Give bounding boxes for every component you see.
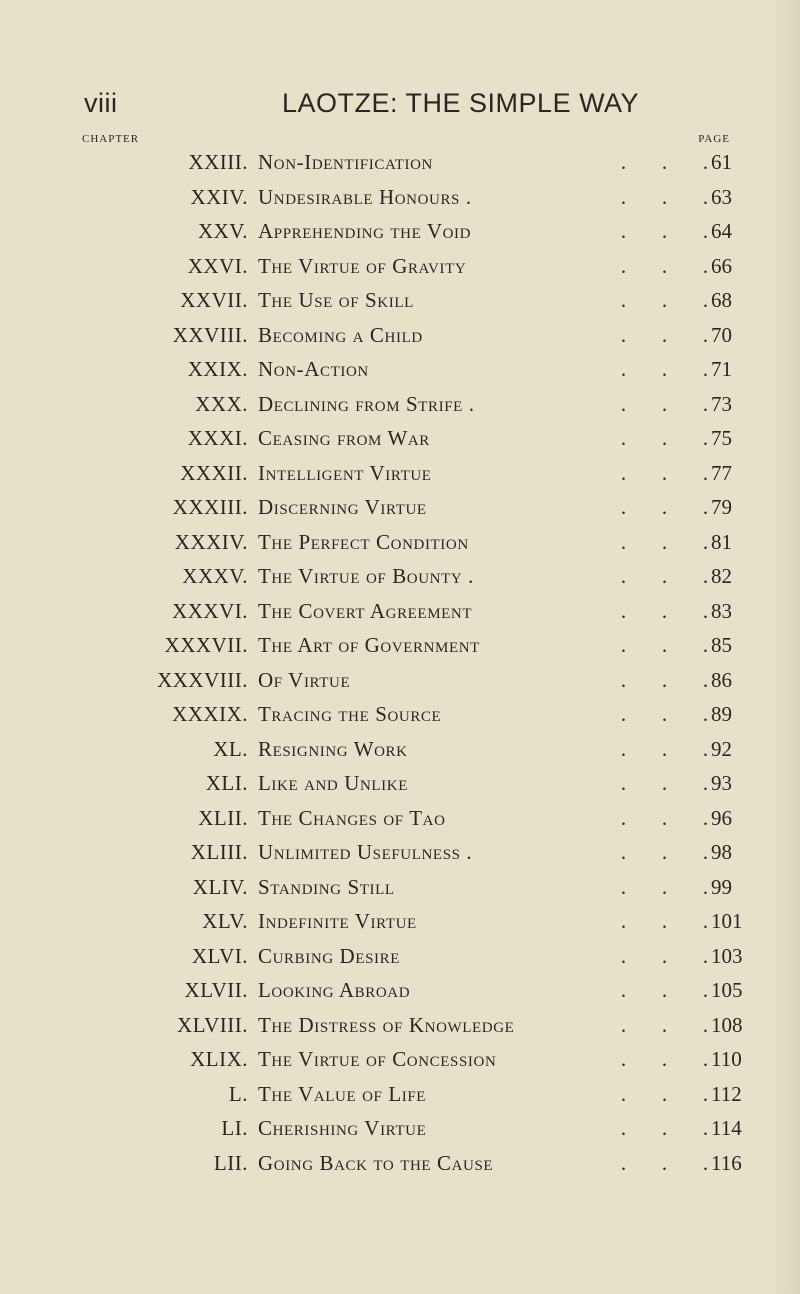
toc-entry bbox=[0, 146, 800, 181]
chapter-number: XLIV. bbox=[192, 874, 248, 899]
chapter-title: Non-Action bbox=[258, 357, 369, 381]
chapter-number: XLVIII. bbox=[177, 1012, 248, 1037]
page-number: 108 bbox=[711, 1012, 743, 1037]
dot-leader: . . . bbox=[620, 598, 709, 623]
toc-entry bbox=[0, 664, 800, 699]
toc-entry bbox=[0, 457, 800, 492]
chapter-number: XXXIII. bbox=[172, 495, 248, 519]
table-of-contents bbox=[0, 146, 800, 1181]
dot-leader: . . . bbox=[620, 736, 709, 761]
page-number: 103 bbox=[711, 943, 743, 968]
dot-leader: . . . bbox=[620, 840, 709, 864]
page-number: 98 bbox=[711, 840, 732, 864]
dot-leader: . . . bbox=[620, 667, 709, 692]
page-number: 96 bbox=[711, 805, 732, 830]
toc-entry bbox=[0, 1147, 800, 1182]
running-title: LAOTZE: THE SIMPLE WAY bbox=[282, 88, 640, 118]
toc-entry bbox=[0, 319, 800, 354]
page-number: 114 bbox=[711, 1116, 742, 1140]
chapter-number: XLVI. bbox=[192, 943, 248, 968]
dot-leader: . . . bbox=[620, 874, 709, 899]
page-folio: viii bbox=[84, 88, 118, 118]
chapter-title: The Covert Agreement bbox=[258, 598, 473, 623]
chapter-title: Undesirable Honours . bbox=[258, 184, 472, 209]
dot-leader: . . . bbox=[620, 943, 709, 968]
chapter-number: XLIII. bbox=[190, 840, 248, 864]
toc-entry bbox=[0, 353, 800, 388]
chapter-number: XXVI. bbox=[187, 253, 248, 278]
chapter-title: The Virtue of Gravity bbox=[258, 253, 467, 278]
page-number: 68 bbox=[711, 288, 732, 312]
dot-leader: . . . bbox=[620, 564, 709, 588]
chapter-number: XXXII. bbox=[180, 460, 248, 485]
dot-leader: . . . bbox=[620, 633, 709, 657]
dot-leader: . . . bbox=[620, 909, 709, 933]
toc-entry bbox=[0, 871, 800, 906]
chapter-number: XLV. bbox=[202, 909, 248, 933]
dot-leader: . . . bbox=[620, 702, 709, 726]
page-number: 85 bbox=[711, 633, 732, 657]
chapter-title: Like and Unlike bbox=[258, 771, 408, 795]
chapter-title: Going Back to the Cause bbox=[258, 1150, 494, 1175]
toc-entry bbox=[0, 1009, 800, 1044]
dot-leader: . . . bbox=[620, 460, 709, 485]
chapter-number: XXVII. bbox=[180, 288, 248, 312]
chapter-number: XXVIII. bbox=[172, 322, 248, 347]
dot-leader: . . . bbox=[620, 529, 709, 554]
chapter-number: XXX. bbox=[195, 391, 248, 416]
page-number: 110 bbox=[711, 1047, 742, 1071]
dot-leader: . . . bbox=[620, 495, 709, 519]
chapter-number: XL. bbox=[213, 736, 248, 761]
dot-leader: . . . bbox=[620, 1116, 709, 1140]
page-number: 92 bbox=[711, 736, 732, 761]
chapter-title: The Art of Government bbox=[258, 633, 480, 657]
chapter-number: XXIII. bbox=[188, 150, 248, 174]
toc-entry bbox=[0, 698, 800, 733]
toc-entry bbox=[0, 560, 800, 595]
page-number: 83 bbox=[711, 598, 732, 623]
chapter-number: XXXVII. bbox=[164, 633, 248, 657]
chapter-title: Indefinite Virtue bbox=[258, 909, 417, 933]
page-number: 61 bbox=[711, 150, 732, 174]
chapter-number: XLI. bbox=[205, 771, 248, 795]
page-number: 79 bbox=[711, 495, 732, 519]
page-number: 64 bbox=[711, 219, 732, 243]
chapter-title: Apprehending the Void bbox=[258, 219, 472, 243]
dot-leader: . . . bbox=[620, 1081, 709, 1106]
toc-entry bbox=[0, 422, 800, 457]
toc-entry bbox=[0, 629, 800, 664]
chapter-title: Ceasing from War bbox=[258, 426, 430, 450]
page-number: 86 bbox=[711, 667, 732, 692]
chapter-title: The Value of Life bbox=[258, 1081, 427, 1106]
dot-leader: . . . bbox=[620, 1047, 709, 1071]
chapter-title: Non-Identification bbox=[258, 150, 433, 174]
chapter-number: XXXVI. bbox=[172, 598, 248, 623]
chapter-number: XXXV. bbox=[182, 564, 248, 588]
dot-leader: . . . bbox=[620, 219, 709, 243]
dot-leader: . . . bbox=[620, 322, 709, 347]
chapter-title: Looking Abroad bbox=[258, 978, 411, 1002]
dot-leader: . . . bbox=[620, 1150, 709, 1175]
chapter-number: XXXI. bbox=[187, 426, 248, 450]
toc-entry bbox=[0, 1112, 800, 1147]
toc-entry bbox=[0, 733, 800, 768]
dot-leader: . . . bbox=[620, 426, 709, 450]
page-number: 71 bbox=[711, 357, 732, 381]
page-number: 81 bbox=[711, 529, 732, 554]
page-number: 101 bbox=[711, 909, 743, 933]
chapter-number: XXXIV. bbox=[174, 529, 248, 554]
dot-leader: . . . bbox=[620, 805, 709, 830]
chapter-number: XXXVIII. bbox=[157, 667, 248, 692]
page-number: 66 bbox=[711, 253, 732, 278]
page-number: 89 bbox=[711, 702, 732, 726]
chapter-number: XXXIX. bbox=[172, 702, 248, 726]
dot-leader: . . . bbox=[620, 1012, 709, 1037]
page-column-label: PAGE bbox=[698, 133, 730, 145]
toc-entry bbox=[0, 215, 800, 250]
page-number: 82 bbox=[711, 564, 732, 588]
chapter-title: Tracing the Source bbox=[258, 702, 442, 726]
chapter-title: The Distress of Knowledge bbox=[258, 1012, 515, 1037]
dot-leader: . . . bbox=[620, 978, 709, 1002]
chapter-title: Curbing Desire bbox=[258, 943, 400, 968]
dot-leader: . . . bbox=[620, 150, 709, 174]
toc-entry bbox=[0, 974, 800, 1009]
page-number: 73 bbox=[711, 391, 732, 416]
chapter-title: Unlimited Usefulness . bbox=[258, 840, 473, 864]
chapter-number: XXIX. bbox=[187, 357, 248, 381]
toc-entry bbox=[0, 940, 800, 975]
page-number: 75 bbox=[711, 426, 732, 450]
page-number: 116 bbox=[711, 1150, 742, 1175]
chapter-title: The Use of Skill bbox=[258, 288, 414, 312]
chapter-title: Standing Still bbox=[258, 874, 395, 899]
dot-leader: . . . bbox=[620, 253, 709, 278]
chapter-title: Resigning Work bbox=[258, 736, 408, 761]
chapter-title: Declining from Strife . bbox=[258, 391, 475, 416]
chapter-title: Discerning Virtue bbox=[258, 495, 427, 519]
toc-entry bbox=[0, 905, 800, 940]
chapter-title: The Virtue of Concession bbox=[258, 1047, 497, 1071]
page-number: 112 bbox=[711, 1081, 742, 1106]
toc-entry bbox=[0, 1043, 800, 1078]
running-head bbox=[84, 88, 724, 124]
toc-entry bbox=[0, 284, 800, 319]
page-number: 99 bbox=[711, 874, 732, 899]
toc-entry bbox=[0, 802, 800, 837]
chapter-title: Intelligent Virtue bbox=[258, 460, 432, 485]
dot-leader: . . . bbox=[620, 184, 709, 209]
toc-entry bbox=[0, 526, 800, 561]
page-number: 70 bbox=[711, 322, 732, 347]
chapter-title: Of Virtue bbox=[258, 667, 351, 692]
chapter-number: LII. bbox=[213, 1150, 248, 1175]
dot-leader: . . . bbox=[620, 771, 709, 795]
toc-entry bbox=[0, 1078, 800, 1113]
page-number: 105 bbox=[711, 978, 743, 1002]
chapter-title: The Virtue of Bounty . bbox=[258, 564, 474, 588]
toc-entry bbox=[0, 388, 800, 423]
chapter-number: LI. bbox=[221, 1116, 248, 1140]
toc-entry bbox=[0, 767, 800, 802]
chapter-number: XLII. bbox=[198, 805, 248, 830]
chapter-title: The Perfect Condition bbox=[258, 529, 469, 554]
chapter-column-label: CHAPTER bbox=[82, 133, 140, 145]
chapter-number: XXIV. bbox=[190, 184, 248, 209]
chapter-number: L. bbox=[228, 1081, 248, 1106]
chapter-title: The Changes of Tao bbox=[258, 805, 446, 830]
page-number: 77 bbox=[711, 460, 732, 485]
page-number: 93 bbox=[711, 771, 732, 795]
chapter-number: XXV. bbox=[197, 219, 248, 243]
dot-leader: . . . bbox=[620, 288, 709, 312]
toc-entry bbox=[0, 491, 800, 526]
page-number: 63 bbox=[711, 184, 732, 209]
dot-leader: . . . bbox=[620, 391, 709, 416]
toc-entry bbox=[0, 250, 800, 285]
toc-entry bbox=[0, 836, 800, 871]
chapter-number: XLIX. bbox=[190, 1047, 248, 1071]
toc-entry bbox=[0, 595, 800, 630]
chapter-title: Cherishing Virtue bbox=[258, 1116, 427, 1140]
dot-leader: . . . bbox=[620, 357, 709, 381]
toc-entry bbox=[0, 181, 800, 216]
chapter-number: XLVII. bbox=[184, 978, 248, 1002]
chapter-title: Becoming a Child bbox=[258, 322, 423, 347]
